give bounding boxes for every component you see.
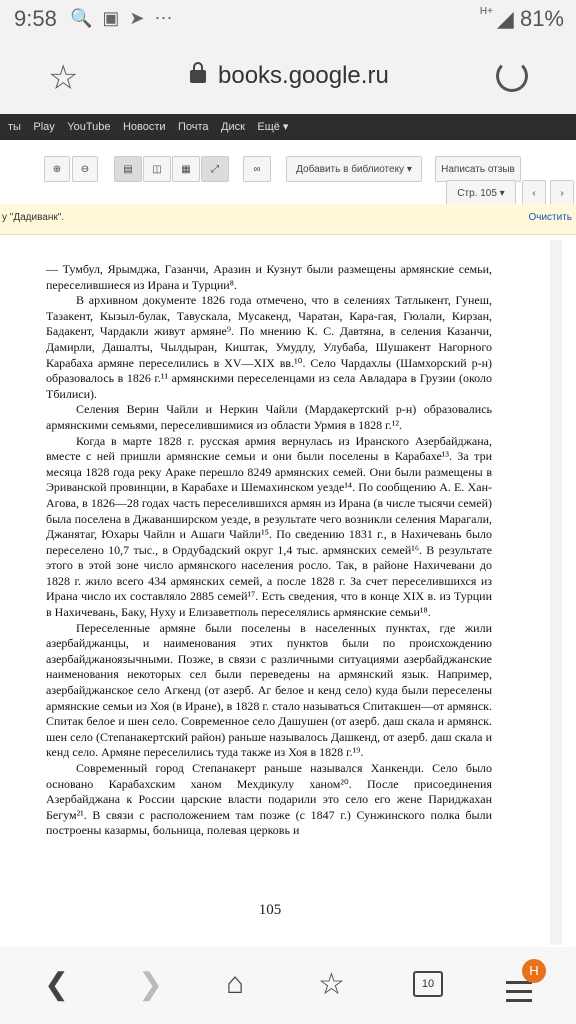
gbar-drive[interactable]: Диск [221,121,245,133]
page-select[interactable]: Стр. 105 ▾ [446,180,516,206]
search-term-label: у "Дадиванк". [2,212,65,223]
gbar-youtube[interactable]: YouTube [67,121,111,133]
gbar-more[interactable]: Ещё ▾ [257,121,289,133]
battery-level: 81% [519,6,564,31]
tabs-icon[interactable]: 10 [413,971,443,997]
status-right [480,6,564,32]
reload-icon[interactable] [496,60,528,92]
fullscreen-icon[interactable]: ⤢ [201,156,229,182]
next-page-icon[interactable]: › [550,180,574,206]
back-icon[interactable]: ❮ [44,968,70,1001]
write-review-button[interactable]: Написать отзыв [435,156,521,182]
gbar-item[interactable]: ты [8,121,21,133]
viewer-scrollbar[interactable] [550,240,562,945]
paragraph: В архивном документе 1826 года отмечено, что в селениях Татлыкент, Гунеш, Тазакент, Кызыл-булак, Тавускала, Мусакенд, Чаратан, Кара-гая, Гюлали, Кирзан, Бадакент, Чардакли живут армяне⁹. По мнению К. С. Давтяна, в селения Казанчи, Дамирли, Дашалты, Чылдыран, Киштак, Умудлу, Улубаба, Шушакент Нагорного Карабаха армяне переселились в XV—XIX вв.¹⁰. Село Чардахлы (Шамхорский р-н) образовалось в 1826 г.¹¹ армянскими переселенцами из села Авладара в Грузии (около Тбилиси). [46,293,492,401]
paragraph: Переселенные армяне были поселены в населенных пунктах, где жили азербайджанцы, и наименования этих пунктов были по происхождению азербайджаноязычными. Позже, в связи с различными ситуациями азербайджанские наименования некоторых сел были переведены на армянский язык. Например, азербайджанское село Агкенд (от азерб. Аг белое и кенд село) куда были переселены армянские семьи из Хоя (в Иране), в 1828 г. стало называться Спитакшен—от армянск. Спитак белое и шен село. Современное село Дашушен (от азерб. даш скала и армянск. шен село (Степанакертский район) раньше называлось Дашкенд, от азерб. даш скала и кенд село. Армяне переселились туда также из Хоя в 1828 г.¹⁹. [46,620,492,760]
gbar-news[interactable]: Новости [122,121,166,133]
bookmark-star-icon[interactable]: ☆ [48,59,79,97]
two-page-icon[interactable]: ◫ [143,156,171,182]
page-text [46,262,492,839]
link-icon[interactable]: ∞ [243,156,271,182]
status-bar [0,0,576,40]
page-number: 105 [258,902,282,918]
paragraph: Когда в марте 1828 г. русская армия вернулась из Иранского Азербайджана, вместе с ней пришли армянские семьи и они были поселены в Карабахе¹³. За три месяца 1828 года реку Араке перешло 8249 армянских семей. Они были размещены в Эриванской провинции, в Карабахе и Шемахинском уезде¹⁴. По сообщению А. Е. Хан-Агова, в 1826—28 годах часть переселившихся армян из Ирана (в числе тысячи семей) была поселена в Джаванширском уезде, в результате чего возникли селения Марагали, Джанятаг, Юхары Чайли и Ашаги Чайли¹⁵. По сведению 1831 г., в Нахичевань было переселено 10,7 тыс., в Ордубадский округ 1,4 тыс. армянских семей¹⁶. В результате этого в этой зоне число армянского населения росло. Так, в районе Нахичевани до 1828 г. жило всего 434 армянских семей, а после 1828 г. За счет переселившихся из Ирана число их составляло 2885 семей¹⁷. Есть сведения, что в конце XIX в. из Турции в Нахичевань, Баку, Нуху и Елизаветполь переселялись армянские семьи¹⁸. [46,433,492,620]
forward-icon[interactable]: ❯ [138,968,164,1001]
prev-page-icon[interactable]: ‹ [522,180,546,206]
browser-url-bar [0,40,576,114]
grid-view-icon[interactable]: ▦ [172,156,200,182]
paragraph: Современный город Степанакерт раньше назывался Ханкенди. Село было основано Карабахским ханом Мехдикулу ханом²⁰. После присоединения Азербайджана к России царские власти подарили это село его жене Париджахан Бегум²¹. В связи с расположением там позже (с 1847 г.) Сунжинского полка были построены казармы, больница, полевая церковь и [46,761,492,838]
add-to-library-button[interactable]: Добавить в библиотеку ▾ [286,156,422,182]
zoom-out-icon[interactable]: ⊖ [72,156,98,182]
gbar-mail[interactable]: Почта [178,121,209,133]
home-icon[interactable]: ⌂ [226,967,245,1000]
zoom-in-icon[interactable]: ⊕ [44,156,70,182]
search-banner [0,204,576,235]
notification-icons: 🔍▣➤⋯ [70,8,183,28]
bookmarks-icon[interactable]: ☆ [318,968,345,1001]
clear-search-link[interactable]: Очистить [528,212,572,223]
status-time: 9:58 [14,6,57,31]
single-page-icon[interactable]: ▤ [114,156,142,182]
notification-badge: H [522,959,546,983]
books-toolbar [0,140,576,202]
url-text[interactable]: books.google.ru [218,62,389,89]
lock-icon [190,70,206,83]
signal-type: H+ [479,6,493,17]
paragraph: — Тумбул, Ярымджа, Газанчи, Аразин и Кузнут были размещены армянские семьи, переселившиеся из Ирана и Турции⁸. [46,262,492,292]
paragraph: Селения Верин Чайли и Неркин Чайли (Мардакертский р-н) образовались армянскими семьями, переселившимися из области Урмия в 1828 г.¹². [46,402,492,432]
signal-icon: ◢ [496,6,514,31]
google-bar [0,114,576,140]
gbar-play[interactable]: Play [33,121,55,133]
bottom-nav-bar [0,947,576,1024]
